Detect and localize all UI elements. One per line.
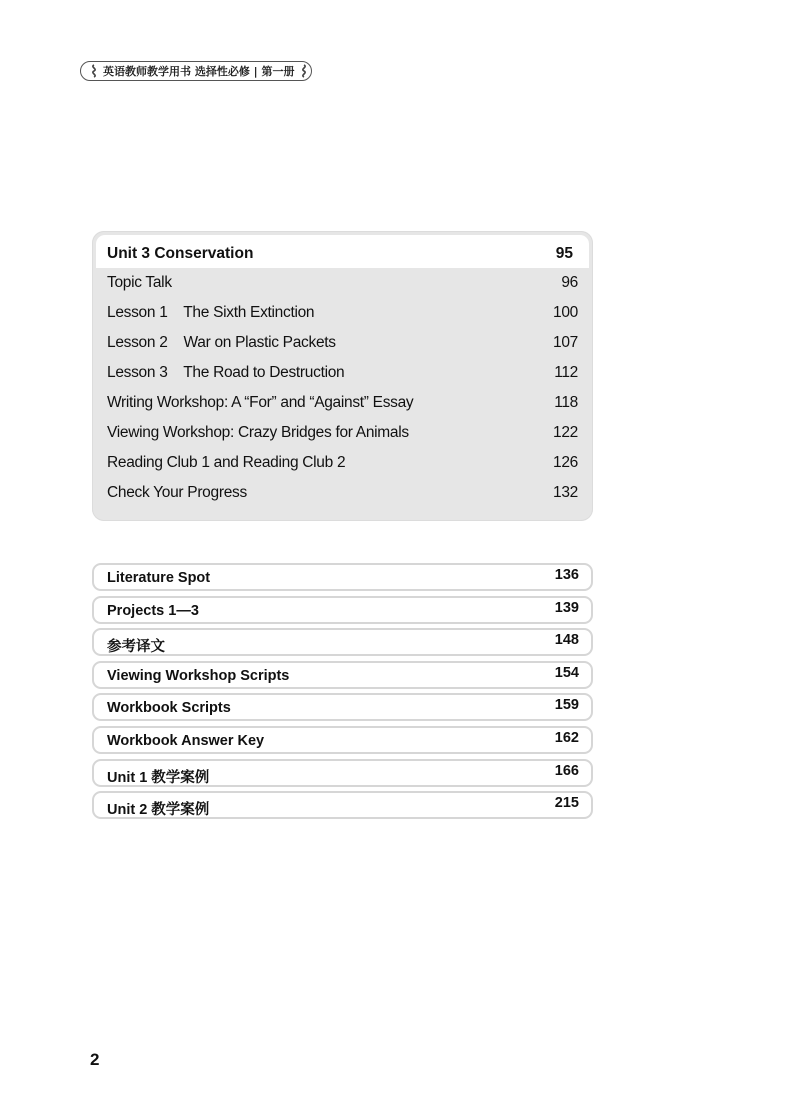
appendix-entry-page: 136: [554, 567, 579, 583]
toc-entry-title: Viewing Workshop: Crazy Bridges for Animals: [107, 424, 409, 441]
appendix-entry-page: 148: [554, 632, 579, 649]
appendix-entry[interactable]: [92, 563, 593, 591]
toc-entry-title: Lesson 1 The Sixth Extinction: [107, 304, 315, 321]
right-ornament-icon: [299, 64, 309, 78]
appendix-entry[interactable]: [92, 791, 593, 819]
appendix-entry-page: 215: [554, 795, 579, 812]
toc-entry[interactable]: [92, 451, 593, 481]
unit-3-contents-box: [92, 231, 593, 521]
appendix-entry-title: Workbook Scripts: [107, 700, 231, 717]
toc-entry[interactable]: [92, 331, 593, 361]
header-title: 英语教师教学用书 选择性必修 | 第一册: [103, 65, 295, 78]
appendix-entry-page: 154: [554, 664, 579, 681]
toc-entry-title: Check Your Progress: [107, 484, 247, 501]
appendix-entry-page: 166: [554, 762, 579, 779]
running-header: [80, 61, 312, 81]
toc-entry[interactable]: [92, 271, 593, 301]
toc-entry-title: Lesson 2 War on Plastic Packets: [107, 334, 336, 351]
appendix-entry[interactable]: [92, 628, 593, 656]
page-number: 2: [90, 1050, 100, 1069]
appendix-entry[interactable]: [92, 693, 593, 721]
toc-entry-page: 122: [553, 424, 578, 441]
toc-entry-title: Writing Workshop: A “For” and “Against” Essay: [107, 394, 414, 411]
appendix-entry[interactable]: [92, 759, 593, 787]
toc-entry[interactable]: [92, 301, 593, 331]
appendix-entry[interactable]: [92, 596, 593, 624]
appendix-entry-title: Projects 1—3: [107, 602, 199, 619]
appendix-entry-title: Viewing Workshop Scripts: [107, 667, 290, 684]
toc-entry-page: 132: [553, 484, 578, 501]
toc-entry-page: 118: [554, 394, 578, 411]
toc-entry[interactable]: [92, 361, 593, 391]
appendix-entry-title: Workbook Answer Key: [107, 732, 265, 749]
toc-entry[interactable]: [92, 391, 593, 421]
toc-entry-page: 107: [553, 334, 578, 351]
toc-entry-title: Reading Club 1 and Reading Club 2: [107, 454, 346, 471]
unit-page-number: 95: [555, 245, 573, 262]
appendix-entry-page: 162: [554, 729, 579, 746]
appendix-entry[interactable]: [92, 661, 593, 689]
toc-entry-page: 100: [553, 304, 578, 321]
toc-entry-title: Topic Talk: [107, 274, 172, 291]
appendix-entry-page: 139: [554, 599, 579, 616]
appendix-entry[interactable]: [92, 726, 593, 754]
appendix-entry-title: Literature Spot: [107, 570, 211, 586]
appendix-entry-title: Unit 1 教学案例: [107, 769, 210, 786]
toc-entry[interactable]: [92, 421, 593, 451]
appendix-entry-title: Unit 2 教学案例: [107, 802, 210, 819]
appendix-entry-page: 159: [554, 697, 579, 714]
appendix-list: [92, 563, 593, 824]
unit-title[interactable]: Unit 3 Conservation: [107, 245, 254, 262]
toc-entry-page: 112: [554, 364, 578, 381]
toc-entry[interactable]: [92, 481, 593, 511]
left-ornament-icon: [89, 64, 99, 78]
toc-entry-page: 96: [561, 274, 578, 291]
toc-entry-title: Lesson 3 The Road to Destruction: [107, 364, 345, 381]
toc-entry-page: 126: [553, 454, 578, 471]
appendix-entry-title: 参考译文: [107, 639, 165, 656]
unit-item-list: [92, 271, 593, 511]
